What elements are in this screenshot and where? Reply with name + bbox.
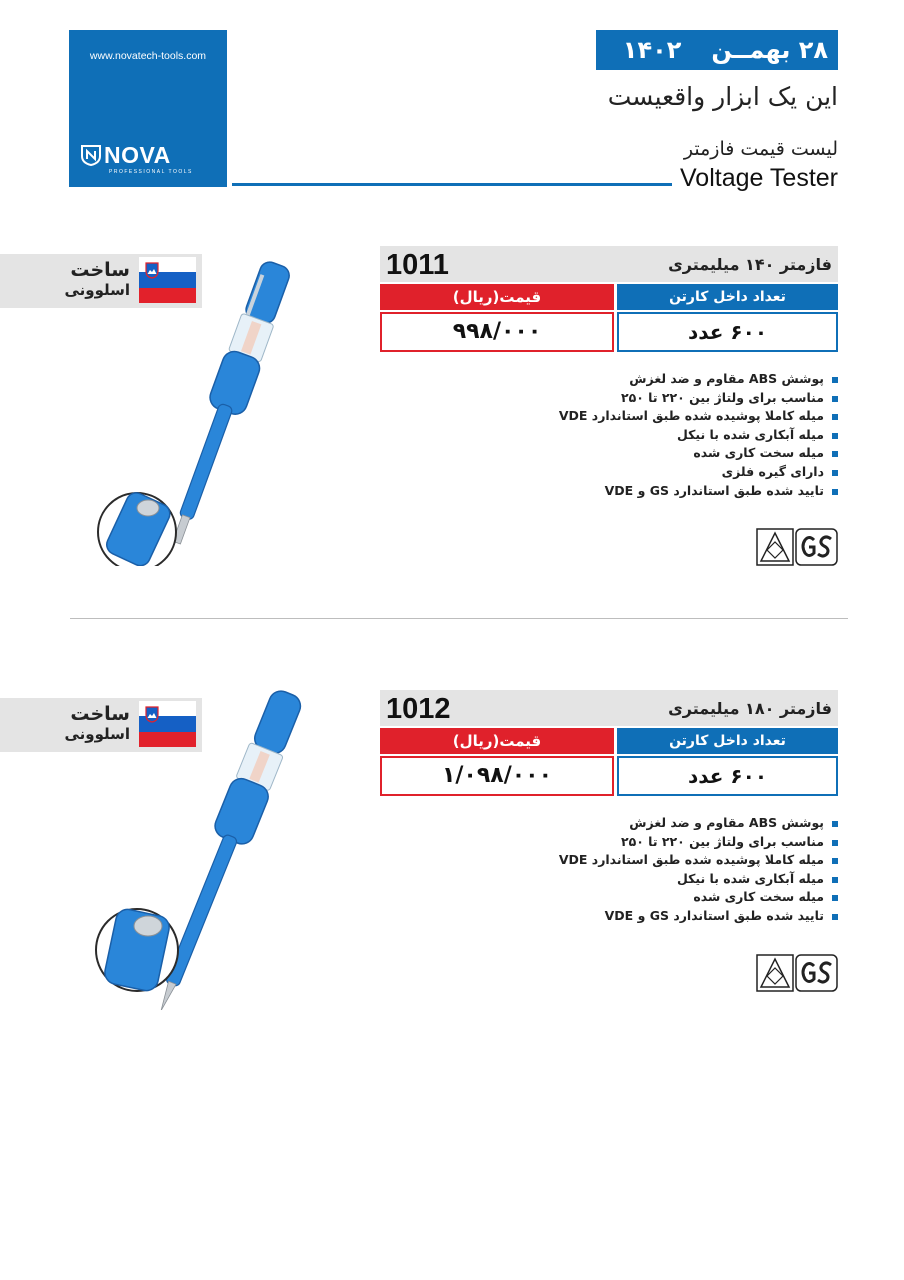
feature-item: پوشش ABS مقاوم و ضد لغزش: [418, 370, 838, 389]
feature-item: میله آبکاری شده با نیکل: [418, 870, 838, 889]
brand-logo: [81, 144, 171, 166]
product-name: فازمتر ۱۸۰ میلیمتری: [668, 699, 832, 718]
brand-tagline: PROFESSIONAL TOOLS: [109, 169, 193, 175]
origin-line2: اسلوونی: [64, 281, 130, 299]
feature-item: میله کاملا پوشیده شده طبق استاندارد VDE: [418, 407, 838, 426]
gs-mark-icon: [796, 529, 837, 565]
gs-mark-icon: [796, 955, 837, 991]
feature-item: تایید شده طبق استاندارد GS و VDE: [418, 907, 838, 926]
date-banner: [596, 30, 838, 70]
product-section: [0, 246, 904, 616]
product-code: 1012: [386, 693, 451, 725]
product-section: [0, 690, 904, 1060]
product-code: 1011: [386, 249, 449, 281]
price-header: قیمت(ریال): [380, 728, 614, 754]
certification-marks: [756, 954, 838, 992]
price-header: قیمت(ریال): [380, 284, 614, 310]
date-year: ۱۴۰۲: [622, 36, 682, 64]
tester-cap-detail: [98, 490, 176, 566]
date-day-month: ۲۸ بهمــن: [711, 36, 828, 64]
nova-shield-icon: [81, 144, 101, 166]
english-title: Voltage Tester: [680, 164, 838, 192]
feature-item: میله سخت کاری شده: [418, 888, 838, 907]
origin-line1: ساخت: [70, 259, 130, 281]
section-divider: [70, 618, 848, 619]
origin-line2: اسلوونی: [64, 725, 130, 743]
product-name: فازمتر ۱۴۰ میلیمتری: [668, 255, 832, 274]
carton-count-header: تعداد داخل کارتن: [617, 728, 838, 754]
feature-list: [418, 814, 838, 926]
feature-item: میله آبکاری شده با نیکل: [418, 426, 838, 445]
feature-item: تایید شده طبق استاندارد GS و VDE: [418, 482, 838, 501]
carton-count-value: ۶۰۰ عدد: [617, 312, 838, 352]
feature-item: میله کاملا پوشیده شده طبق استاندارد VDE: [418, 851, 838, 870]
feature-item: مناسب برای ولتاژ بین ۲۲۰ تا ۲۵۰: [418, 833, 838, 852]
price-value: ۹۹۸/۰۰۰: [380, 312, 614, 352]
vde-mark-icon: [757, 955, 793, 991]
tagline: این یک ابزار واقعیست: [607, 82, 838, 111]
list-title: لیست قیمت فازمتر: [683, 138, 838, 160]
header-divider: [232, 183, 672, 186]
feature-list: [418, 370, 838, 500]
product-title-bar: [380, 246, 838, 282]
feature-item: دارای گیره فلزی: [418, 463, 838, 482]
website-url[interactable]: www.novatech-tools.com: [89, 50, 207, 62]
origin-line1: ساخت: [70, 703, 130, 725]
product-title-bar: [380, 690, 838, 726]
carton-count-value: ۶۰۰ عدد: [617, 756, 838, 796]
tester-cap-detail: [96, 907, 178, 993]
brand-logo-panel: [69, 30, 227, 187]
voltage-tester-illustration: [80, 246, 380, 566]
feature-item: مناسب برای ولتاژ بین ۲۲۰ تا ۲۵۰: [418, 389, 838, 408]
feature-item: میله سخت کاری شده: [418, 444, 838, 463]
certification-marks: [756, 528, 838, 566]
voltage-tester-illustration: [80, 690, 380, 1010]
vde-mark-icon: [757, 529, 793, 565]
feature-item: پوشش ABS مقاوم و ضد لغزش: [418, 814, 838, 833]
price-value: ۱/۰۹۸/۰۰۰: [380, 756, 614, 796]
carton-count-header: تعداد داخل کارتن: [617, 284, 838, 310]
brand-name: NOVA: [104, 142, 171, 168]
